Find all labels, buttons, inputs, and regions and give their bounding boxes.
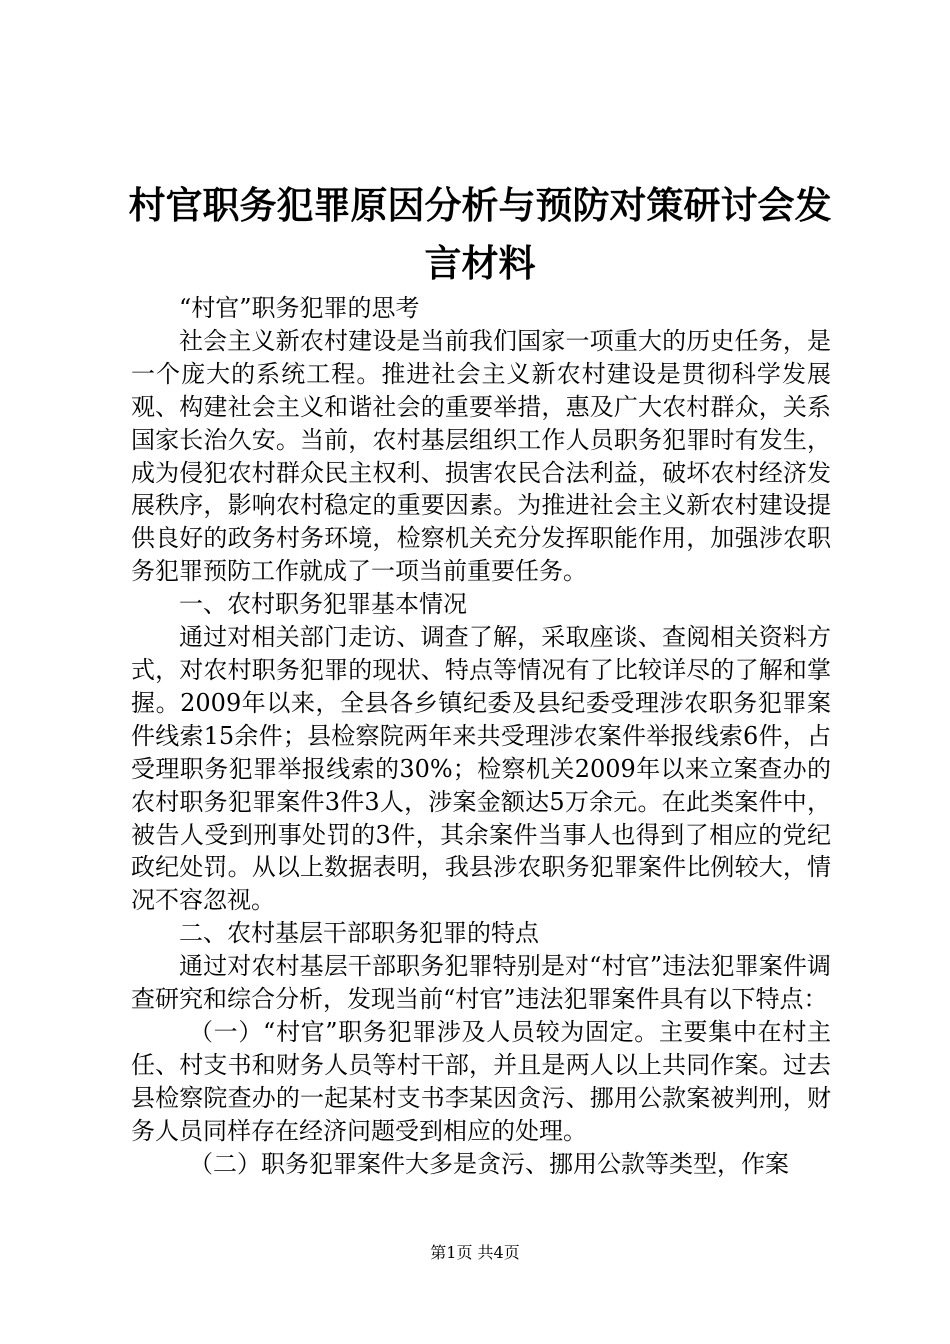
document-body [131, 292, 831, 1180]
document-title: 村官职务犯罪原因分析与预防对策研讨会发言材料 [128, 183, 832, 285]
paragraph-subtitle: “村官”职务犯罪的思考 [179, 294, 420, 322]
paragraph-intro: 社会主义新农村建设是当前我们国家一项重大的历史任务，是一个庞大的系统工程。推进社会主义新农村建设是贯彻科学发展观、构建社会主义和谐社会的重要举措，惠及广大农村群众，关系国家长治久安。当前，农村基层组织工作人员职务犯罪时有发生，成为侵犯农村群众民主权利、损害农民合法利益，破坏农村经济发展秩序，影响农村稳定的重要因素。为推进社会主义新农村建设提供良好的政务村务环境，检察机关充分发挥职能作用，加强涉农职务犯罪预防工作就成了一项当前重要任务。 [131, 326, 831, 586]
section-heading-2: 二、农村基层干部职务犯罪的特点 [179, 919, 539, 948]
page-footer: 第1页 共4页 [430, 1243, 520, 1262]
section-heading-1: 一、农村职务犯罪基本情况 [179, 590, 467, 619]
paragraph-section-1: 通过对相关部门走访、调查了解，采取座谈、查阅相关资料方式，对农村职务犯罪的现状、特点等情况有了比较详尽的了解和掌握。2009年以来，全县各乡镇纪委及县纪委受理涉农职务犯罪案件线索15余件；县检察院两年来共受理涉农案件举报线索6件，占受理职务犯罪举报线索的30%；检察机关2009年以来立案查办的农村职务犯罪案件3件3人，涉案金额达5万余元。在此类案件中，被告人受到刑事处罚的3件，其余案件当事人也得到了相应的党纪政纪处罚。从以上数据表明，我县涉农职务犯罪案件比例较大，情况不容忽视。 [131, 623, 831, 915]
paragraph-point-2: （二）职务犯罪案件大多是贪污、挪用公款等类型，作案 [189, 1149, 789, 1178]
paragraph-section-2: 通过对农村基层干部职务犯罪特别是对“村官”违法犯罪案件调查研究和综合分析，发现当前“村官”违法犯罪案件具有以下特点： [131, 952, 831, 1014]
paragraph-point-1: （一）“村官”职务犯罪涉及人员较为固定。主要集中在村主任、村支书和财务人员等村干部，并且是两人以上共同作案。过去县检察院查办的一起某村支书李某因贪污、挪用公款案被判刑，财务人员同样存在经济问题受到相应的处理。 [131, 1017, 831, 1145]
